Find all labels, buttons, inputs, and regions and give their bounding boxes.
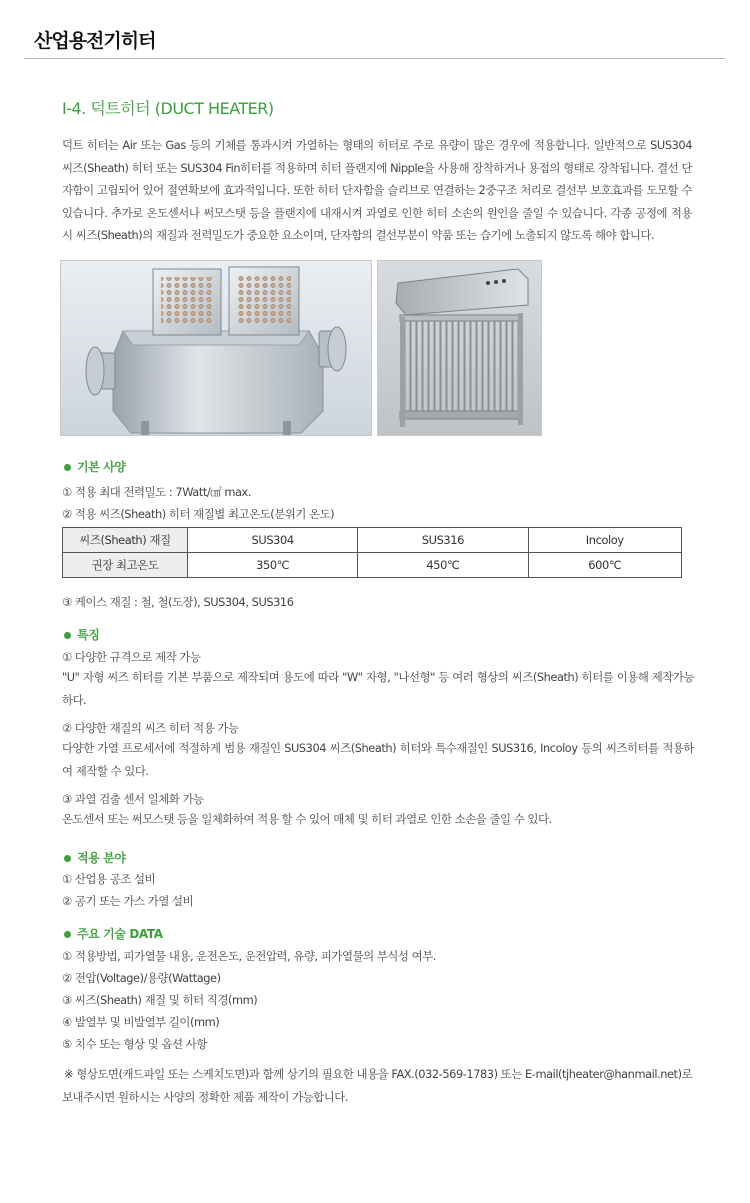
- table-cell: 350℃: [188, 553, 358, 578]
- feature-2-title: ② 다양한 재질의 씨즈 히터 적용 가능: [62, 721, 239, 735]
- feature-3-title: ③ 과열 검출 센서 일체화 가능: [62, 792, 204, 806]
- bullet-icon: [64, 632, 71, 639]
- feature-1-title: ① 다양한 규격으로 제작 가능: [62, 650, 201, 664]
- table-cell: 450℃: [358, 553, 528, 578]
- tech-data-item: ① 적용방법, 피가열물 내용, 운전온도, 운전압력, 유량, 피가열물의 부식성 여부.: [62, 949, 436, 963]
- intro-paragraph: 덕트 히터는 Air 또는 Gas 등의 기체를 통과시켜 가열하는 형태의 히터로 주로 유량이 많은 경우에 적용합니다. 일반적으로 SUS304 씨즈(Sheath) 히터 또는 SUS304 Fin히터를 적용하며 히터 플랜지에 Nipple을 사용해 장착하거나 용접의 형태로 장착됩니다. 결선 단자함이 고립되어 있어 절연확보에 효과적입니다. 또한 히터 단자함을 슬리브로 연결하는 2중구조 처리로 결선부 보호효과를 도모할 수 있습니다. 추가로 온도센서나 써모스탯 등을 플랜지에 내재시켜 과열로 인한 히터 소손의 원인을 줄일 수 있습니다. 각종 공정에 적용 시 씨즈(Sheath)의 재질과 전력밀도가 중요한 요소이며, 단자함의 결선부분이 약품 또는 습기에 노출되지 않도록 해야 합니다.: [62, 138, 692, 242]
- contact-note-line-1: ※ 형상도면(캐드파일 또는 스케치도면)과 함께 상기의 필요한 내용을 FAX.(032-569-1783) 또는 E-mail(tjheater@hanmail.net)로: [64, 1067, 693, 1081]
- bullet-icon: [64, 931, 71, 938]
- application-item: ② 공기 또는 가스 가열 설비: [62, 894, 194, 908]
- bullet-icon: [64, 855, 71, 862]
- contact-note-line-2: 보내주시면 원하시는 사양의 정확한 제품 제작이 가능합니다.: [62, 1089, 349, 1104]
- basic-spec-heading: 기본 사양: [62, 458, 126, 475]
- feature-2-body: 다양한 가열 프로세서에 적절하게 범용 재질인 SUS304 씨즈(Sheath) 히터와 특수재질인 SUS316, Incoloy 등의 씨즈히터를 적용하여 제작할 수 있다.: [62, 741, 694, 778]
- tech-data-item: ⑤ 치수 또는 형상 및 옵션 사항: [62, 1037, 207, 1051]
- tech-data-item: ④ 발열부 및 비발열부 길이(mm): [62, 1015, 220, 1029]
- page-title: 산업용전기히터: [34, 30, 156, 52]
- contact-note: [62, 1063, 702, 1108]
- page-header: [0, 0, 750, 60]
- heater-element-bank-photo: [377, 260, 542, 436]
- spec-item-1: ① 적용 최대 전력밀도 : 7Watt/㎠ max.: [62, 485, 252, 499]
- table-row: [63, 553, 682, 578]
- table-row: [63, 528, 682, 553]
- table-header-cell: 씨즈(Sheath) 재질: [63, 528, 188, 553]
- spec-item-3: ③ 케이스 재질 : 철, 철(도장), SUS304, SUS316: [62, 595, 294, 609]
- table-cell: SUS316: [358, 528, 528, 553]
- duct-heater-photo: [60, 260, 372, 436]
- sheath-temperature-table: [62, 527, 682, 578]
- section-heading: Ⅰ-4. 덕트히터 (DUCT HEATER): [62, 99, 274, 118]
- tech-data-heading: 주요 기술 DATA: [62, 925, 163, 942]
- tech-data-item: ③ 씨즈(Sheath) 재질 및 히터 직경(mm): [62, 993, 258, 1007]
- application-item: ① 산업용 공조 설비: [62, 872, 156, 886]
- header-divider: [24, 58, 725, 59]
- table-cell: SUS304: [188, 528, 358, 553]
- feature-3-body: 온도센서 또는 써모스탯 등을 일체화하여 적용 할 수 있어 매체 및 히터 과열로 인한 소손을 줄일 수 있다.: [62, 812, 552, 826]
- applications-heading: 적용 분야: [62, 849, 126, 866]
- table-cell: 600℃: [528, 553, 682, 578]
- feature-1-body: "U" 자형 씨즈 히터를 기본 부품으로 제작되며 용도에 따라 "W" 자형, "나선형" 등 여러 형상의 씨즈(Sheath) 히터를 이용해 제작가능하다.: [62, 670, 694, 707]
- bullet-icon: [64, 464, 71, 471]
- features-heading: 특징: [62, 626, 99, 643]
- table-header-cell: 권장 최고온도: [63, 553, 188, 578]
- table-cell: Incoloy: [528, 528, 682, 553]
- tech-data-item: ② 전압(Voltage)/용량(Wattage): [62, 971, 221, 985]
- spec-item-2: ② 적용 씨즈(Sheath) 히터 재질별 최고온도(분위기 온도): [62, 507, 335, 521]
